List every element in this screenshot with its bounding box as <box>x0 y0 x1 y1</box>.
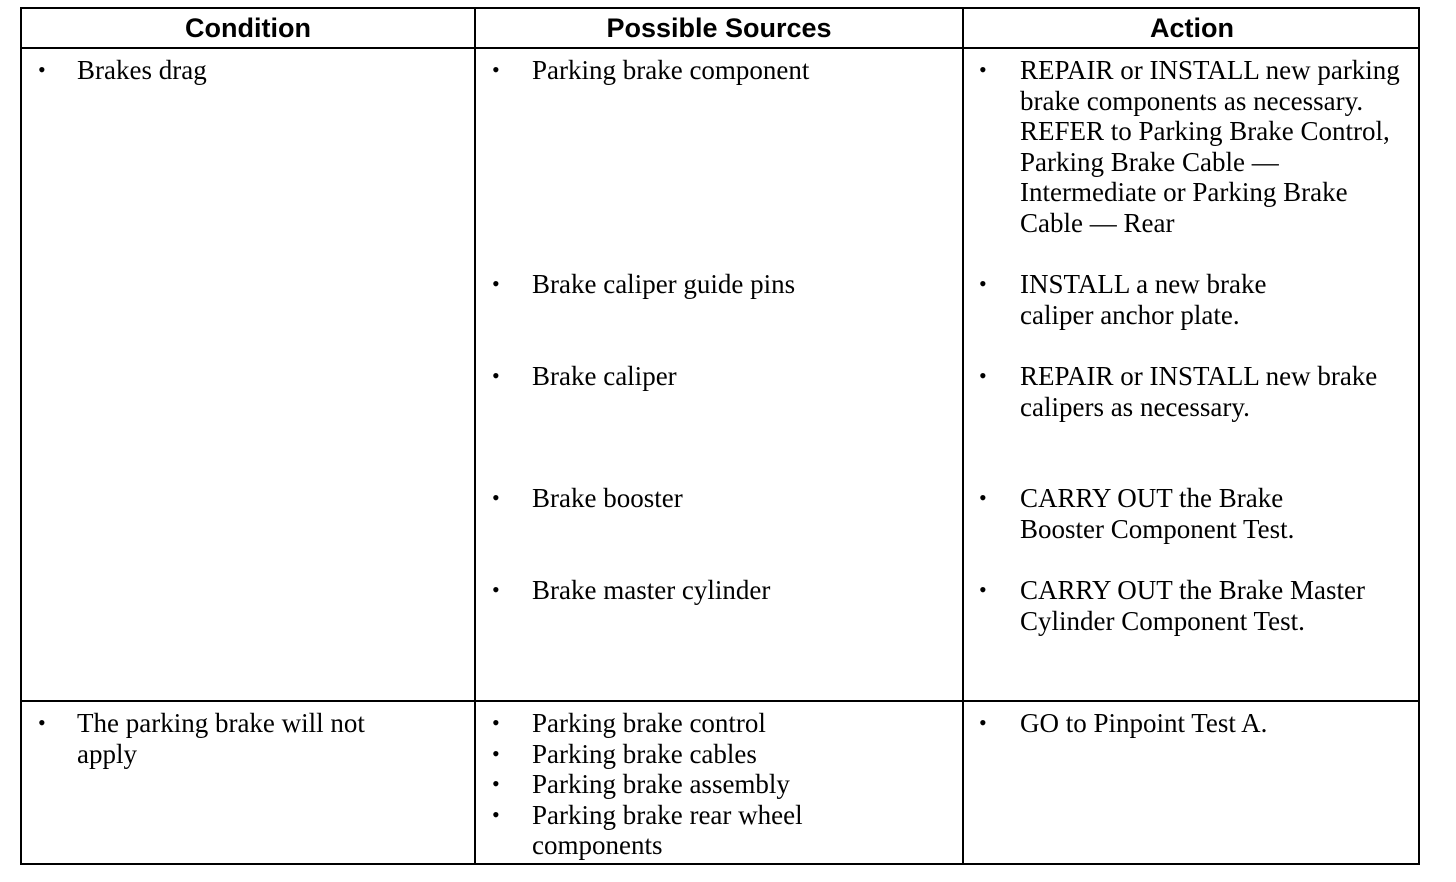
action-cell <box>979 708 1405 739</box>
condition-cell <box>38 708 427 769</box>
action-text: CARRY OUT the Brake Booster Component Test. <box>1020 483 1295 544</box>
condition-text: The parking brake will not apply <box>77 708 365 769</box>
source-text: Parking brake assembly <box>532 769 790 800</box>
bullet-icon: • <box>492 271 500 296</box>
bullet-icon: • <box>492 57 500 82</box>
source-text: Parking brake cables <box>532 738 757 769</box>
list-item <box>492 799 862 861</box>
bullet-icon: • <box>492 710 500 735</box>
bullet-icon: • <box>492 771 500 797</box>
column-divider <box>474 9 476 863</box>
bullet-icon: • <box>979 271 987 296</box>
action-text: CARRY OUT the Brake Master Cylinder Component Test. <box>1020 575 1365 636</box>
action-text: REPAIR or INSTALL new brake calipers as necessary. <box>1020 361 1378 422</box>
action-text: GO to Pinpoint Test A. <box>1020 708 1268 738</box>
action-text: INSTALL a new brake caliper anchor plate. <box>1020 269 1267 330</box>
column-divider <box>962 9 964 863</box>
list-item <box>492 738 862 770</box>
bullet-icon: • <box>979 363 987 388</box>
bullet-icon: • <box>979 57 987 82</box>
header-divider <box>22 47 1418 49</box>
list-item <box>979 708 1405 739</box>
list-item <box>492 361 677 392</box>
bullet-icon: • <box>492 740 500 766</box>
source-text: Brake caliper guide pins <box>532 269 796 299</box>
list-item <box>979 361 1380 422</box>
bullet-icon: • <box>979 577 987 602</box>
bullet-icon: • <box>492 363 500 388</box>
list-item <box>492 575 771 606</box>
source-text: Brake booster <box>532 483 683 513</box>
list-item <box>492 55 810 86</box>
header-action: Action <box>1150 13 1234 43</box>
bullet-icon: • <box>492 801 500 827</box>
header-possible-sources: Possible Sources <box>606 13 832 43</box>
list-item <box>979 55 1405 239</box>
action-text: REPAIR or INSTALL new parking brake components as necessary. REFER to Parking Brake Control, Parking Brake Cable — Intermediate or Parking Brake Cable — Rear <box>1020 55 1400 238</box>
bullet-icon: • <box>492 485 500 510</box>
list-item <box>492 269 796 300</box>
source-text: Brake master cylinder <box>532 575 771 605</box>
list-item <box>38 708 427 769</box>
list-item <box>979 269 1340 330</box>
list-item <box>38 55 457 86</box>
list-item <box>979 575 1390 636</box>
source-text: Parking brake rear wheel components <box>532 799 803 861</box>
row-divider <box>22 700 1418 702</box>
condition-cell <box>38 55 457 86</box>
source-text: Parking brake component <box>532 55 810 85</box>
condition-text: Brakes drag <box>77 55 207 85</box>
bullet-icon: • <box>979 710 987 735</box>
bullet-icon: • <box>38 57 46 82</box>
bullet-icon: • <box>979 485 987 510</box>
bullet-icon: • <box>38 710 46 735</box>
source-text: Brake caliper <box>532 361 677 391</box>
header-condition: Condition <box>185 13 311 43</box>
troubleshooting-table <box>20 7 1420 865</box>
sources-cell <box>492 708 862 861</box>
list-item <box>492 708 862 739</box>
list-item <box>492 769 862 800</box>
list-item <box>492 483 683 514</box>
bullet-icon: • <box>492 577 500 602</box>
source-text: Parking brake control <box>532 708 766 738</box>
list-item <box>979 483 1350 544</box>
